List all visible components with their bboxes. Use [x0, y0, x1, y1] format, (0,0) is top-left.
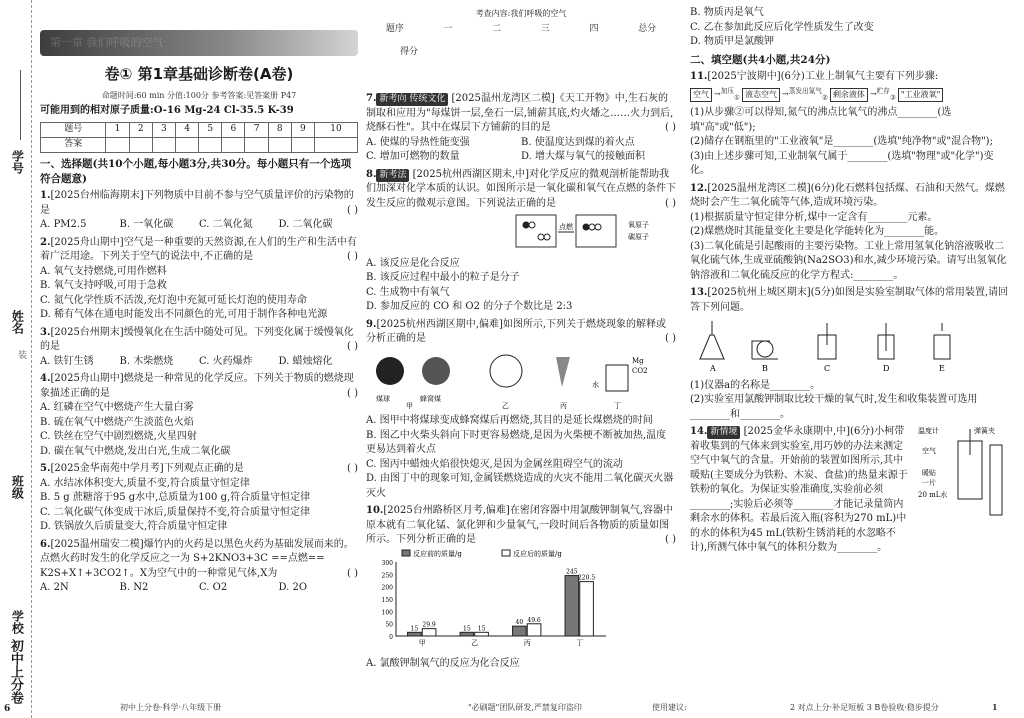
atom [538, 234, 544, 240]
bar [513, 626, 527, 636]
atom [523, 222, 529, 228]
combustion-figures [366, 347, 666, 409]
option[interactable]: D. 碳在氧气中燃烧,发出白光,生成二氧化碳 [40, 445, 231, 457]
svg-text:一片: 一片 [922, 479, 936, 488]
apparatus-label: C [824, 364, 831, 374]
question-tag: 新考向 传统文化 [376, 93, 448, 106]
score-table-row: 题序 一 二 三 四 总分 [385, 23, 657, 34]
option[interactable]: D. 参加反应的 CO 和 O2 的分子个数比是 2:3 [366, 301, 573, 312]
atom [589, 224, 595, 230]
question-4: 4.[2025舟山期中]燃烧是一种常见的化学反应。下列关于物质的燃烧现象描述正确的是 ( ) A. 红磷在空气中燃烧产生大量白雾 B. 硫在氧气中燃烧产生淡蓝色火焰 C. 铁丝在空气中剧烈燃烧,火星四射 D. 碳在氧气中燃烧,发出白光,生成二氧化碳 [40, 372, 358, 459]
molecular-diagram [366, 211, 666, 251]
question-10: 10.[2025台州路桥区月考,偏难]在密闭容器中用氯酸钾制氧气,容器中原本就有二氧化锰、氯化钾和少量氧气,一段时间后各物质的质量如图所示。下列分析正确的是 ( ) 0 50 100 150 200 250 300 15 29.9 甲 15 15 乙 40 49.6 丙 245 220.5 丁 反应前的质量/g 反应后的质量/g A. 氯酸钾制氧气的反应为化合反应 [366, 504, 676, 672]
question-13: 13.[2025杭州上城区期末](5分)如图是实验室制取气体的常用装置,请回答下列问题。 A B C D E (1)仪器a的名称是________。 (2)实验室用氯酸钾制取比较干燥的氧气时,发生和收集装置可选用________和________。 [690, 287, 1009, 420]
binding-label-class: 班级 [10, 475, 25, 499]
option[interactable]: D. 蜡烛熔化 [278, 355, 333, 367]
option[interactable]: C. O2 [199, 582, 228, 594]
bar-value-label: 15 [410, 624, 419, 632]
answer-table-header-cell: 5 [199, 122, 222, 137]
answer-table-header-cell: 4 [175, 122, 198, 137]
option[interactable]: B. 木柴燃烧 [119, 355, 174, 367]
answer-table-header-cell: 题号 [41, 122, 106, 137]
x-tick-label: 丁 [576, 638, 584, 647]
exam-focus: 考查内容:我们呼吸的空气 [475, 9, 567, 18]
x-tick-label: 乙 [471, 638, 479, 647]
bar-value-label: 49.6 [527, 616, 541, 624]
y-tick-label: 50 [385, 621, 393, 629]
option[interactable]: D. 2O [278, 582, 308, 594]
apparatus-label: B [762, 364, 768, 374]
legend-label: 反应前的质量/g [413, 549, 462, 558]
paper-title: 卷① 第1章基础诊断卷(A卷) [104, 65, 294, 83]
arrow-label: 点燃 [559, 223, 573, 231]
mass-bar-chart [366, 548, 616, 652]
option[interactable]: A. 水结冰体积变大,质量不变,符合质量守恒定律 [40, 477, 250, 489]
option[interactable]: A. 使煤的导热性能变强 [366, 136, 470, 148]
legend-swatch [402, 550, 410, 556]
brand-logo: 初中上分卷 [7, 639, 23, 704]
footer-steps: 2 对点上分·补足短板 3 B卷验收·稳步提分 [790, 703, 939, 713]
option[interactable]: C. 二氧化氮 [199, 219, 253, 231]
bar [422, 628, 436, 635]
bar [475, 632, 489, 636]
oxygen-production-flow: 空气 →$^{加压}_①$ 液态空气 →$^{蒸发出氮气}_②$ 剩余液体 →$^{贮存}_③$ "工业液氧" [690, 87, 1008, 103]
apparatus-label: A [710, 364, 716, 374]
answer-table-header-cell: 1 [106, 122, 129, 137]
option[interactable]: B. 氧气支持呼吸,可用于急救 [40, 280, 167, 292]
answer-bracket[interactable]: ( ) [347, 341, 358, 353]
option[interactable]: C. 生成物中有氧气 [366, 286, 450, 298]
page-number: 1 [992, 702, 998, 713]
section-1-title: 一、选择题(共10个小题,每小题3分,共30分。每小题只有一个选项符合题意) [40, 157, 352, 186]
figure-caption: 蜂窝煤 [420, 394, 441, 403]
footer-mid: "必刷题"团队研发,严禁复印盗印 [468, 703, 582, 713]
y-tick-label: 100 [381, 608, 393, 616]
binding-label-student-id: 学号 [10, 150, 25, 174]
question-2: 2.[2025舟山期中]空气是一种重要的天然资源,在人们的生产和生活中有着广泛用途。下列关于空气的说法中,不正确的是 ( ) A. 氧气支持燃烧,可用作燃料 B. 氧气支持呼吸,可用于急救 C. 氮气化学性质不活泼,充灯泡中充氮可延长灯泡的使用寿命 D. 稀有气体在通电时能发出不同颜色的光,可用于制作各种电光源 [40, 236, 358, 323]
binding-label-school: 学校 [10, 610, 25, 634]
option[interactable]: C. 图丙中蜡烛火焰很快熄灭,是因为金属丝阻碍空气的流动 [366, 458, 623, 470]
option[interactable]: D. 由图丁中的现象可知,金属镁燃烧造成的火灾不能用二氧化碳灭火器灭火 [366, 473, 674, 499]
bar [527, 623, 541, 635]
y-tick-label: 300 [381, 559, 393, 567]
bar-value-label: 220.5 [577, 574, 596, 582]
option[interactable]: B. 5 g 蔗糖溶于95 g水中,总质量为100 g,符合质量守恒定律 [40, 492, 311, 504]
answer-table-cell[interactable] [222, 137, 245, 152]
answer-table-header-cell: 10 [315, 122, 358, 137]
y-tick-label: 0 [389, 633, 393, 641]
question-1: 1.[2025台州临海期末]下列物质中目前不参与空气质量评价的污染物的是 ( ) A. PM2.5 B. 一氧化碳 C. 二氧化氮 D. 二氧化碳 [40, 189, 358, 233]
answer-bracket[interactable]: ( ) [665, 197, 676, 209]
answer-table [40, 122, 358, 153]
lab-apparatus-figure [690, 315, 990, 373]
answer-table-header-cell: 2 [129, 122, 152, 137]
answer-table-header-cell: 8 [268, 122, 291, 137]
figure-label: Mg [632, 356, 644, 365]
legend-swatch [502, 550, 510, 556]
answer-table-cell[interactable] [175, 137, 198, 152]
y-tick-label: 150 [381, 596, 393, 604]
bar-value-label: 15 [477, 624, 486, 632]
apparatus-label: E [939, 364, 945, 374]
answer-table-header-cell: 9 [291, 122, 314, 137]
option[interactable]: C. 二氧化碳气体变成干冰后,质量保持不变,符合质量守恒定律 [40, 506, 311, 518]
option[interactable]: C. 火药爆炸 [199, 355, 253, 367]
option[interactable]: C. 增加可燃物的数量 [366, 151, 460, 162]
answer-table-cell[interactable] [106, 137, 129, 152]
footer-usage: 使用建议: [652, 703, 687, 713]
atom [529, 222, 535, 228]
answer-bracket[interactable]: ( ) [665, 534, 676, 545]
footer-left: 初中上分卷·科学·八年级下册 [120, 703, 222, 713]
answer-table-cell[interactable] [245, 137, 268, 152]
question-8: 8. 新考法 [2025杭州西湖区期末,中]对化学反应的微观剖析能帮助我们加深对化学本质的认识。如图所示是一氧化碳和氧气在点燃的条件下发生反应的微观示意图。下列说法正确的是 ( ) 点燃 氧原子 碳原子 A. 该反应是化合反应 B. 该反应过程中最小的粒子是分子 C. 生成物中有氧气 D. 参加反应的 CO 和 O2 的分子个数比是 2:3 [366, 168, 676, 315]
figure-label: 水 [592, 380, 599, 389]
answer-table-cell[interactable] [199, 137, 222, 152]
y-tick-label: 200 [381, 584, 393, 592]
option[interactable]: A. 2N [40, 582, 69, 594]
x-tick-label: 丙 [523, 638, 531, 647]
option[interactable]: B. 图乙中火柴头斜向下时更容易燃烧,是因为火柴梗不断被加热,温度更易达到着火点 [366, 429, 667, 455]
question-3: 3.[2025台州期末]缓慢氧化在生活中随处可见。下列变化属于缓慢氧化的是 ( ) A. 铁钉生锈 B. 木柴燃烧 C. 火药爆炸 D. 蜡烛熔化 [40, 326, 358, 370]
question-11: 11.[2025宁波期中](6分)工业上制氧气主要有下列步骤: 空气 →$^{加压}_①$ 液态空气 →$^{蒸发出氮气}_②$ 剩余液体 →$^{贮存}_③$ "工业液氧" (1)从步骤②可以得知,氮气的沸点比氧气的沸点________(选填"高"或"低"); (2)储存在钢瓶里的"工业液氧"是________(选填"纯净物"或"混合物"); (3)由上述步骤可知,工业制氧气属于________(选填"物理"或"化学")变化。 [690, 70, 1008, 179]
question-list-1 [40, 189, 358, 596]
legend-label: 氧原子 [628, 221, 649, 229]
q10-options-continued: B. 物质丙是氧气 C. 乙在参加此反应后化学性质发生了改变 D. 物质甲是氯酸钾 [690, 7, 874, 47]
option[interactable]: B. 硫在氧气中燃烧产生淡蓝色火焰 [40, 416, 194, 428]
atom [583, 224, 589, 230]
bar [460, 632, 474, 636]
answer-bracket[interactable]: ( ) [347, 567, 358, 579]
figure-label: CO2 [632, 366, 648, 375]
figure-caption: 乙 [502, 401, 509, 409]
figure-caption: 丙 [560, 401, 567, 409]
bar [408, 632, 422, 636]
svg-text:弹簧夹: 弹簧夹 [974, 427, 995, 436]
bar-value-label: 40 [515, 618, 524, 626]
option[interactable]: A. 红磷在空气中燃烧产生大量白雾 [40, 402, 194, 414]
option[interactable]: A. 铁钉生锈 [40, 355, 94, 367]
bar-value-label: 15 [463, 624, 471, 632]
binding-label-name: 姓名 [10, 310, 25, 334]
question-6: 6.[2025温州瑞安二模]爆竹内的火药是以黑色火药为基础发展而来的。点燃火药时发生的化学反应之一为 S+2KNO3+3C ==点燃== K2S+X↑+3CO2↑。X为空气中的一种常见气体,X为 ( ) A. 2N B. N2 C. O2 D. 2O [40, 538, 358, 596]
option[interactable]: C. 铁丝在空气中剧烈燃烧,火星四射 [40, 431, 197, 443]
option[interactable]: C. 氮气化学性质不活泼,充灯泡中充氮可延长灯泡的使用寿命 [40, 294, 307, 306]
answer-bracket[interactable]: ( ) [347, 251, 358, 263]
answer-table-header-cell: 3 [152, 122, 175, 137]
svg-text:暖贴: 暖贴 [922, 469, 936, 478]
column-2 [366, 92, 676, 675]
option[interactable]: A. 图甲中将煤球变成蜂窝煤后再燃烧,其目的是延长煤燃烧的时间 [366, 415, 653, 426]
answer-table-cell[interactable] [291, 137, 314, 152]
answer-table-cell[interactable] [268, 137, 291, 152]
cut-mark: 装 [16, 350, 27, 359]
question-12: 12.[2025温州龙湾区二模](6分)化石燃料包括煤、石油和天然气。煤燃烧时会产生二氧化硫等气体,造成环境污染。 (1)根据质量守恒定律分析,煤中一定含有________元素。 (2)煤燃烧时其能量变化主要是化学能转化为________能。 (3)二氧化硫是引起酸雨的主要污染物。工业上常用氢氧化钠溶液吸收二氧化硫气体,生成亚硫酸钠(Na2SO3)和水,减少环境污染。请写出氢氧化钠溶液和二氧化硫反应的化学方程式:________。 [690, 182, 1007, 281]
answer-bracket[interactable]: ( ) [665, 122, 676, 133]
atom [595, 224, 601, 230]
option[interactable]: A. PM2.5 [40, 219, 87, 231]
option[interactable]: D. 增大煤与氧气的接触面积 [521, 151, 646, 162]
legend-label: 碳原子 [628, 233, 649, 241]
bar [565, 575, 579, 635]
bar [580, 581, 594, 635]
option[interactable]: B. 使温度达到煤的着火点 [521, 136, 635, 148]
binding-margin [0, 0, 32, 718]
figure-caption: 煤球 [376, 394, 390, 403]
question-14: 14. 新情境 [2025金华永康期中,中](6分)小柯带着收集到的气体来到实验室,用巧妙的办法来测定空气中氧气的含量。开始前的装置如图所示,其中暖贴(主要成分为铁粉、木炭、食盐)的热量来源于铁粉的氧化。为保证实验准确度,实验前必须________;实验后必须等________才能记录量筒内剩余水的体积。若最后流入瓶(容积为270 mL)中的水的体积为45 mL(铁粉生锈消耗的水忽略不计),所测气体中氧气的体积分数为________。 温度计 弹簧夹 空气 暖贴 一片 20 mL水 [690, 425, 1008, 556]
answer-table-header-cell: 6 [222, 122, 245, 137]
svg-text:20 mL水: 20 mL水 [918, 491, 948, 500]
answer-bracket[interactable]: ( ) [665, 333, 676, 344]
y-tick-label: 250 [381, 571, 393, 579]
paper-meta: 命题时间:60 min 分值:100分 参考答案:见答案册 P47 [101, 90, 297, 100]
answer-table-cell[interactable] [152, 137, 175, 152]
new-context-tag: 新情境 [707, 426, 740, 439]
question-list-2 [366, 92, 676, 672]
svg-text:空气: 空气 [922, 447, 936, 456]
answer-table-cell: 答案 [41, 137, 106, 152]
answer-bracket[interactable]: ( ) [347, 204, 358, 216]
section-2-title: 二、填空题(共4小题,共24分) [690, 53, 831, 66]
question-7: 7. 新考向 传统文化 [2025温州龙湾区二模]《天工开物》中,生石灰的制取和应用为"每煤饼一层,垒石一层,铺薪其底,灼火燔之……火力到后,烧酥石性"。其中在煤层下方铺薪的目的是 ( ) A. 使煤的导热性能变强 B. 使温度达到煤的着火点 C. 增加可燃物的数量 D. 增大煤与氧气的接触面积 [366, 92, 676, 165]
option[interactable]: A. 氯酸钾制氧气的反应为化合反应 [366, 658, 520, 669]
option[interactable]: B. N2 [119, 582, 149, 594]
atom [544, 234, 550, 240]
column-3 [690, 6, 1008, 559]
option[interactable]: A. 氧气支持燃烧,可用作燃料 [40, 265, 167, 277]
page-number-left: 6 [4, 703, 11, 714]
figure-caption: 甲 [406, 401, 413, 409]
bar-value-label: 245 [566, 568, 578, 576]
option[interactable]: D. 二氧化碳 [278, 219, 333, 231]
chapter-banner: 第一章 我们呼吸的空气 [40, 30, 358, 56]
relative-atomic-masses: 可能用到的相对原子质量:O-16 Mg-24 Cl-35.5 K-39 [40, 105, 294, 117]
score-row-label: 得分 [400, 46, 419, 57]
figure-caption: 丁 [614, 401, 621, 409]
answer-table-cell[interactable] [315, 137, 358, 152]
option[interactable]: D. 铁锅放久后质量变大,符合质量守恒定律 [40, 521, 228, 533]
question-9: 9.[2025杭州西湖区期中,偏难]如图所示,下列关于燃烧现象的解释或分析正确的是 ( ) 煤球 蜂窝煤 甲 乙 丙 丁 水 Mg CO2 A. 图甲中将煤球变成蜂窝煤后再燃烧,其目的是延长煤燃烧的时间 B. 图乙中火柴头斜向下时更容易燃烧,是因为火柴梗不断被加热,温度更易达到着火点 C. 图丙中蜡烛火焰很快熄灭,是因为金属丝阻碍空气的流动 D. 由图丁中的现象可知,金属镁燃烧造成的火灾不能用二氧化碳灭火器灭火 [366, 318, 676, 502]
bar-value-label: 29.9 [422, 621, 436, 629]
score-header [366, 8, 676, 59]
question-tag: 新考法 [376, 169, 409, 182]
answer-table-cell[interactable] [129, 137, 152, 152]
answer-table-header-cell: 7 [245, 122, 268, 137]
svg-text:温度计: 温度计 [918, 427, 939, 436]
column-1 [40, 6, 358, 599]
x-tick-label: 甲 [418, 638, 426, 647]
answer-bracket[interactable]: ( ) [347, 387, 358, 399]
legend-label: 反应后的质量/g [513, 549, 562, 558]
oxygen-measure-figure [918, 425, 1008, 521]
answer-bracket[interactable]: ( ) [347, 463, 358, 475]
option[interactable]: B. 该反应过程中最小的粒子是分子 [366, 272, 520, 283]
question-5: 5.[2025金华南苑中学月考]下列观点正确的是 ( ) A. 水结冰体积变大,质量不变,符合质量守恒定律 B. 5 g 蔗糖溶于95 g水中,总质量为100 g,符合质量守恒定律 C. 二氧化碳气体变成干冰后,质量保持不变,符合质量守恒定律 D. 铁锅放久后质量变大,符合质量守恒定律 [40, 462, 358, 535]
option[interactable]: D. 稀有气体在通电时能发出不同颜色的光,可用于制作各种电光源 [40, 309, 328, 321]
option[interactable]: A. 该反应是化合反应 [366, 257, 460, 269]
apparatus-label: D [883, 364, 890, 374]
option[interactable]: B. 一氧化碳 [119, 219, 174, 231]
